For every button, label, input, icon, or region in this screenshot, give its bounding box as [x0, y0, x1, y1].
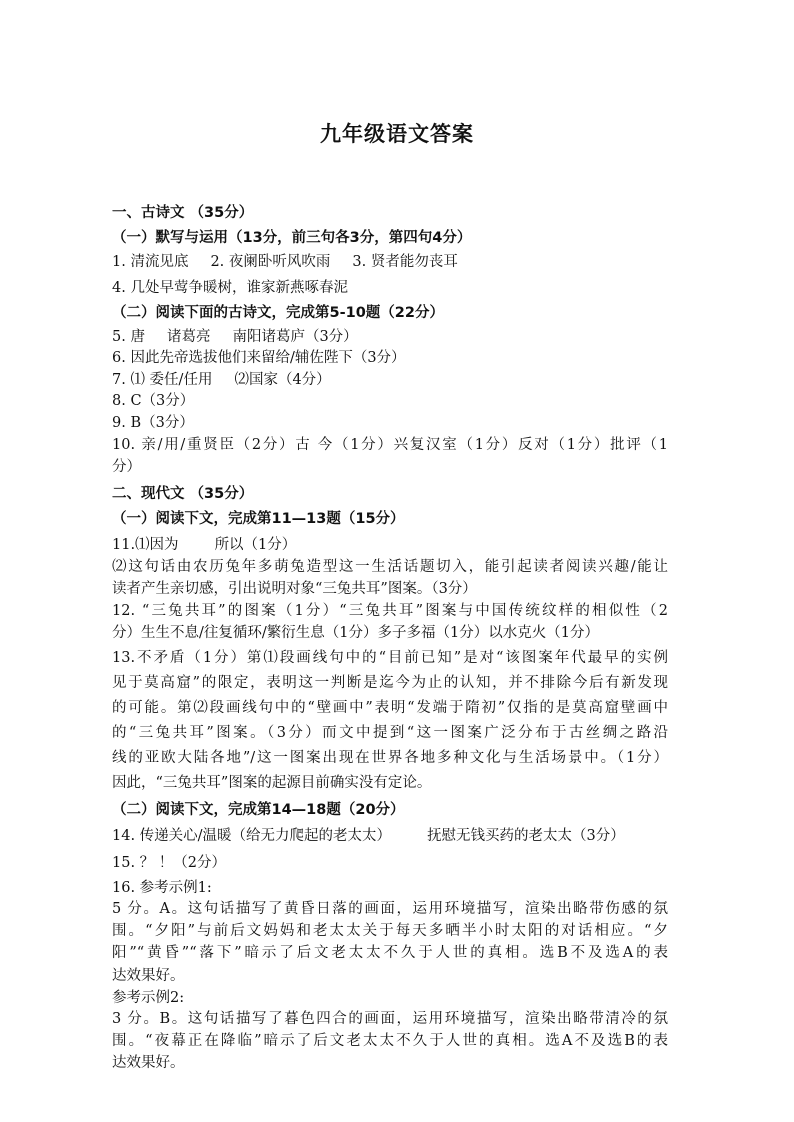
answer-11-1-so: 所以（1分）: [214, 537, 297, 553]
answer-16-example-1-line-2: 围。“夕阳”与前后文妈妈和老太太关于每天多晒半小时太阳的对话相应。“夕: [112, 923, 668, 939]
answer-8: 8. C（3分）: [112, 393, 195, 409]
answer-16-example-2-line-1: 3 分。B。这句话描写了暮色四合的画面，运用环境描写，渲染出略带清冷的氛: [112, 1011, 668, 1027]
answer-11-1-because: 11.⑴因为: [112, 537, 179, 553]
answer-14-part2: 抚慰无钱买药的老太太（3分）: [427, 828, 625, 844]
answer-10-line-1: 10. 亲/用/重贤臣（2分）古 今（1分）兴复汉室（1分）反对（1分）批评（1: [112, 437, 668, 453]
answer-4: 4. 几处早莺争暖树，谁家新燕啄春泥: [112, 280, 348, 296]
answer-1: 1. 清流见底: [112, 254, 189, 270]
answer-2: 2. 夜阑卧听风吹雨: [210, 254, 331, 270]
answer-16-example-2-label: 参考示例2:: [112, 990, 185, 1006]
answer-5-author: 诸葛亮: [166, 329, 211, 345]
subsection-heading-reading-14-18: （二）阅读下文，完成第14—18题（20分）: [112, 802, 405, 818]
answer-15: 15. ？ ！（2分）: [112, 855, 227, 871]
answer-9: 9. B（3分）: [112, 415, 194, 431]
section-heading-classical: 一、古诗文 （35分）: [112, 205, 254, 221]
answer-6: 6. 因此先帝选拔他们来留给/辅佐陛下（3分）: [112, 350, 406, 366]
answer-3: 3. 贤者能勿丧耳: [352, 254, 458, 270]
answer-13-line-3: 的可能。第⑵段画线句中的“壁画中”表明“发端于隋初”仅指的是莫高窟壁画中: [112, 700, 668, 716]
section-heading-modern: 二、现代文 （35分）: [112, 486, 254, 502]
subsection-heading-reading-11-13: （一）阅读下文，完成第11—13题（15分）: [112, 511, 405, 527]
answer-11-2-line-1: ⑵这句话由农历兔年多萌兔造型这一生活话题切入，能引起读者阅读兴趣/能让: [112, 559, 668, 575]
subsection-heading-dictation: （一）默写与运用（13分，前三句各3分，第四句4分）: [112, 230, 472, 246]
answer-16-example-2-line-2: 围。“夜幕正在降临”暗示了后文老太太不久于人世的真相。选A不及选B的表: [112, 1033, 668, 1049]
answer-13-line-1: 13.不矛盾（1分）第⑴段画线句中的“目前已知”是对“该图案年代最早的实例: [112, 650, 668, 666]
answer-16-example-1-line-3: 阳”“黄昏”“落下”暗示了后文老太太不久于人世的真相。选B不及选A的表: [112, 945, 668, 961]
answer-13-line-4: 的“三兔共耳”图案。（3分）而文中提到“这一图案广泛分布于古丝绸之路沿: [112, 725, 668, 741]
answer-13-line-6: 因此，“三兔共耳”图案的起源目前确实没有定论。: [112, 775, 432, 791]
answer-7-part2: ⑵国家（4分）: [234, 372, 331, 388]
answer-7-part1: 7. ⑴ 委任/任用: [112, 372, 213, 388]
answer-12-line-2: 分）生生不息/往复循环/繁衍生息（1分）多子多福（1分）以水克火（1分）: [112, 625, 599, 641]
answer-12-line-1: 12. “三兔共耳”的图案（1分）“三兔共耳”图案与中国传统纹样的相似性（2: [112, 603, 668, 619]
answer-13-line-2: 见于莫高窟”的限定，表明这一判断是迄今为止的认知，并不排除今后有新发现: [112, 675, 668, 691]
answer-13-line-5: 线的亚欧大陆各地”/这一图案出现在世界各地多种文化与生活场景中。（1分）: [112, 750, 668, 766]
answer-7: [112, 370, 331, 390]
answer-16-example-1-line-1: 5 分。A。这句话描写了黄昏日落的画面，运用环境描写，渲染出略带伤感的氛: [112, 901, 668, 917]
answer-11-2-line-2: 读者产生亲切感，引出说明对象“三兔共耳”图案。（3分）: [112, 581, 477, 597]
answer-5-place: 南阳诸葛庐（3分）: [232, 329, 358, 345]
answer-row-1-3: [112, 252, 458, 272]
answer-5: [112, 327, 358, 347]
answer-5-dynasty: 5. 唐: [112, 329, 145, 345]
answer-14: [112, 826, 625, 846]
answer-16-example-1-label: 16. 参考示例1:: [112, 880, 212, 896]
answer-16-example-2-line-3: 达效果好。: [112, 1055, 185, 1071]
page-title: 九年级语文答案: [320, 122, 474, 146]
answer-11-1: [112, 535, 296, 555]
subsection-heading-poetry-reading: （二）阅读下面的古诗文，完成第5-10题（22分）: [112, 305, 444, 321]
answer-16-example-1-line-4: 达效果好。: [112, 968, 185, 984]
answer-10-line-2: 分）: [112, 459, 141, 475]
answer-14-part1: 14. 传递关心/温暖（给无力爬起的老太太）: [112, 828, 392, 844]
